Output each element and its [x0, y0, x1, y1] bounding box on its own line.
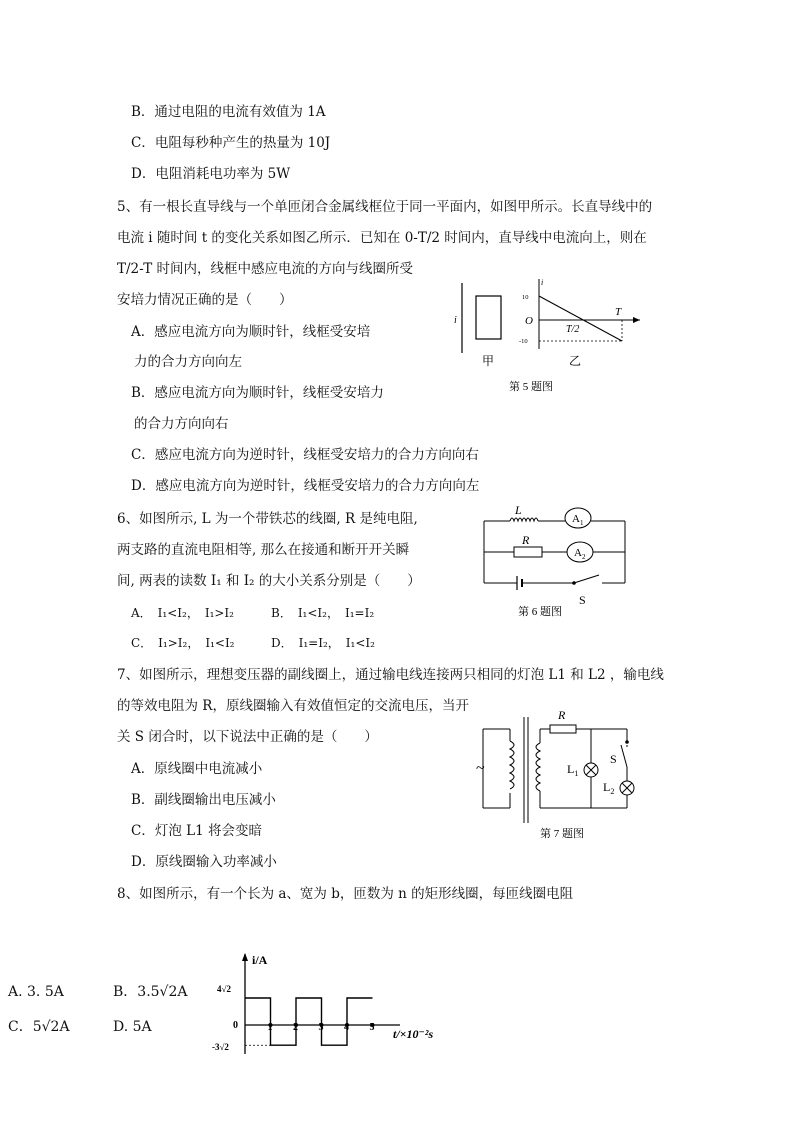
q7-resistor	[550, 725, 576, 733]
q7-option-d: D．原线圈输入功率减小	[131, 854, 277, 870]
q6-option-c: C． I₁>I₂， I₁<I₂	[131, 636, 235, 650]
q7-label-R: R	[558, 708, 566, 722]
q6-inductor-coil	[510, 518, 538, 521]
q7-label-S: S	[610, 752, 617, 766]
q6-label-a1: $A_1$	[572, 513, 584, 527]
q7-ac-source-icon: ~	[476, 760, 485, 777]
q5-option-a-line1: A．感应电流方向为顺时针，线框受安培	[131, 324, 371, 340]
q5-graph-origin: O	[525, 315, 533, 327]
q5-stem-line3: T/2-T 时间内，线框中感应电流的方向与线圈所受	[117, 261, 414, 277]
q6-option-b: B． I₁<I₂， I₁=I₂	[271, 606, 375, 620]
q5-figure	[445, 275, 660, 400]
q6-stem-line2: 两支路的直流电阻相等, 那么在接通和断开开关瞬	[117, 542, 410, 558]
q5-graph-current-line	[539, 296, 622, 341]
chart-tick-label: 1	[267, 1022, 273, 1033]
q6-label-R: R	[522, 533, 530, 547]
q5-graph-ybottom: -10	[519, 338, 528, 345]
q7-option-c: C．灯泡 L1 将会变暗	[131, 823, 262, 839]
q7-stem-line1: 7、如图所示，理想变压器的副线圈上，通过输电线连接两只相同的灯泡 L1 和 L2 ，输电线	[117, 667, 664, 683]
q9-option-d: D. 5A	[113, 1019, 152, 1035]
q6-stem-line3: 间, 两表的读数 I₁ 和 I₂ 的大小关系分别是（ ）	[117, 573, 421, 589]
q5-option-b-line1: B．感应电流方向为顺时针，线框受安培力	[131, 385, 384, 401]
q6-resistor	[514, 547, 542, 557]
chart-ylabel: i/A	[252, 953, 268, 967]
chart-tick-label: 3	[318, 1022, 324, 1033]
q5-option-c: C．感应电流方向为逆时针，线框受安培力的合力方向向右	[131, 447, 479, 463]
chart-ytop-label: 4√2	[217, 984, 231, 994]
q6-label-S: S	[579, 593, 586, 607]
q6-option-d: D． I₁=I₂， I₁<I₂	[271, 636, 375, 650]
q5-current-label: i	[454, 315, 457, 326]
q6-caption: 第 6 题图	[518, 606, 562, 618]
q5-stem-line1: 5、有一根长直导线与一个单匝闭合金属线框位于同一平面内，如图甲所示。长直导线中的	[117, 199, 653, 215]
q5-option-b-line2: 的合力方向向右	[134, 416, 229, 432]
q7-option-a: A．原线圈中电流减小	[131, 761, 263, 777]
q5-label-jia: 甲	[482, 354, 495, 368]
q6-option-a: A． I₁<I₂， I₁>I₂	[131, 606, 234, 620]
q4-option-b: B．通过电阻的电流有效值为 1A	[131, 104, 326, 120]
q6-figure	[478, 500, 633, 620]
q9-option-b: B．3.5√2A	[113, 984, 188, 1000]
chart-tick-label: 2	[293, 1022, 298, 1033]
chart-xlabel: t/×10⁻²s	[393, 1027, 434, 1041]
chart-tick-label: 4	[344, 1022, 349, 1033]
q7-primary-coil	[510, 741, 514, 789]
q7-switch-blade	[621, 745, 627, 767]
chart-series-line	[245, 998, 373, 1045]
q5-graph-T2: T/2	[566, 324, 580, 335]
q8-stem-line1: 8、如图所示，有一个长为 a、宽为 b，匝数为 n 的矩形线圈，每匝线圈电阻	[117, 886, 574, 902]
q5-option-d: D．感应电流方向为逆时针，线框受安培力的合力方向向左	[131, 478, 480, 494]
q5-option-a-line2: 力的合力方向向左	[134, 354, 242, 370]
q4-option-d: D．电阻消耗电功率为 5W	[131, 166, 291, 182]
chart-tick-label: 5	[369, 1022, 375, 1033]
q6-label-a2: $A_2$	[574, 547, 586, 561]
q7-stem-line3: 关 S 闭合时，以下说法中正确的是（ ）	[117, 729, 378, 745]
q7-secondary-coil	[536, 743, 540, 791]
q7-switch-contact	[625, 740, 629, 744]
q5-graph-ytop: 10	[522, 294, 529, 301]
chart-zero-label: 0	[233, 1020, 238, 1031]
q5-graph-T: T	[615, 306, 622, 318]
q6-label-L: L	[515, 503, 522, 517]
q5-label-yi: 乙	[569, 354, 582, 368]
q6-stem-line1: 6、如图所示, L 为一个带铁芯的线圈, R 是纯电阻,	[117, 511, 418, 527]
q7-caption: 第 7 题图	[540, 828, 584, 840]
q4-option-c: C．电阻每秒种产生的热量为 10J	[131, 135, 331, 151]
q7-option-b: B．副线圈输出电压减小	[131, 792, 276, 808]
q6-switch-blade	[574, 575, 599, 583]
q9-option-c: C．5√2A	[8, 1019, 70, 1035]
q5-graph-ylabel: i	[541, 278, 544, 287]
q7-figure	[474, 705, 644, 845]
q5-x-arrow-icon	[633, 317, 640, 323]
q9-current-chart	[210, 950, 450, 1055]
chart-y-arrow-icon	[242, 953, 248, 961]
q5-caption: 第 5 题图	[509, 381, 553, 393]
q7-label-l1: $L_1$	[567, 762, 579, 778]
q7-stem-line2: 的等效电阻为 R，原线圈输入有效值恒定的交流电压，当开	[117, 698, 469, 714]
q9-option-a: A. 3. 5A	[8, 984, 64, 1000]
q5-wire-frame	[476, 296, 501, 339]
q5-stem-line2: 电流 i 随时间 t 的变化关系如图乙所示．已知在 0-T/2 时间内，直导线中电流向上，则在	[117, 230, 647, 246]
chart-ybottom-label: -3√2	[212, 1042, 229, 1052]
q5-stem-line4: 安培力情况正确的是（ ）	[117, 292, 293, 308]
q7-label-l2: $L_2$	[603, 780, 615, 796]
